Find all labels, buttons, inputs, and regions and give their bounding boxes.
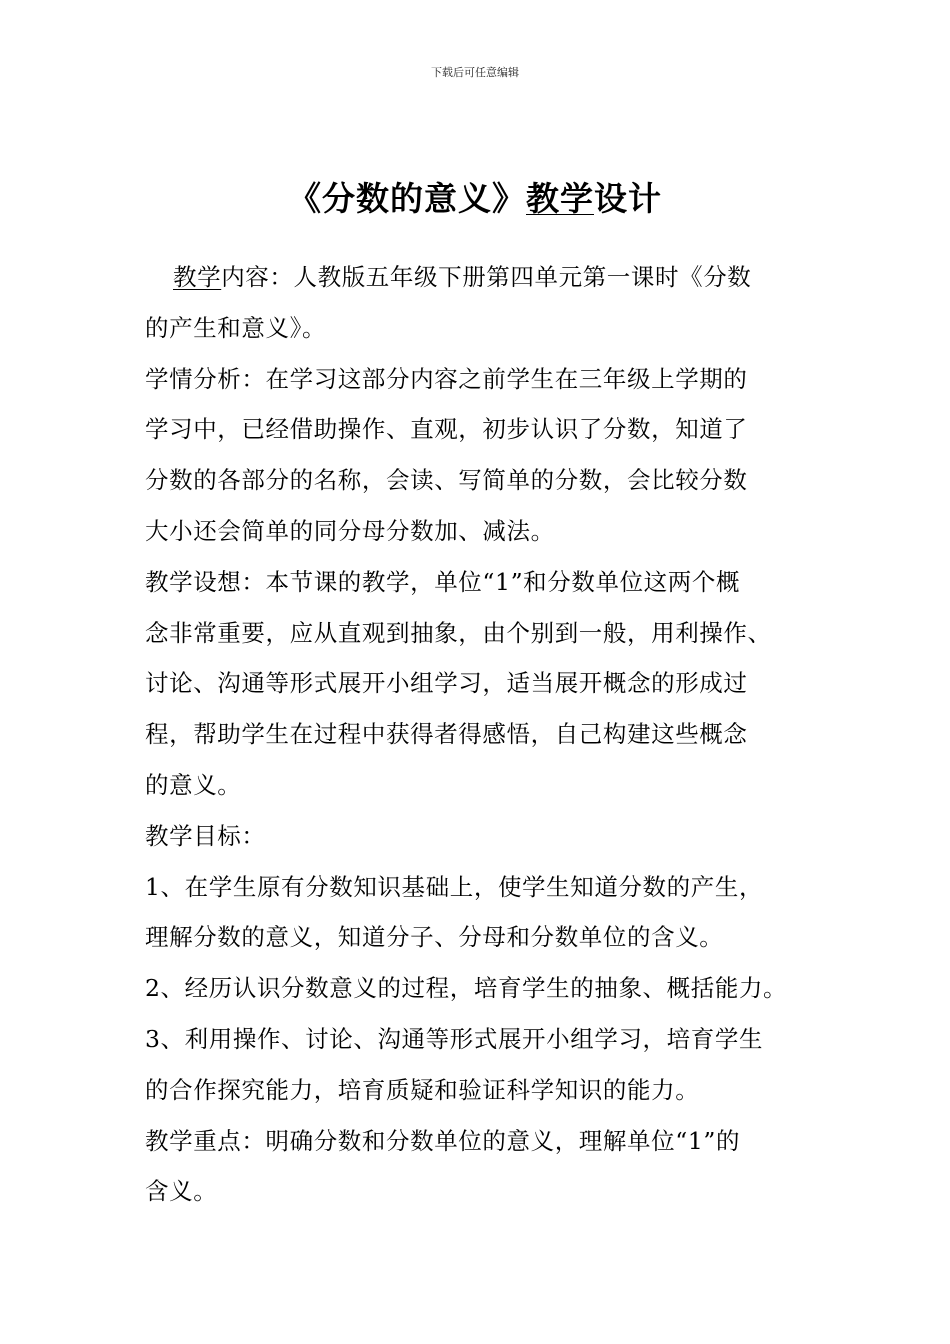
paragraph-line: 教学重点：明确分数和分数单位的意义，理解单位“1”的 (145, 1126, 741, 1155)
paragraph-line: 3、利用操作、讨论、沟通等形式展开小组学习，培育学生 (145, 1024, 764, 1053)
paragraph-line: 1、在学生原有分数知识基础上，使学生知道分数的产生， (145, 872, 764, 901)
page-header-note: 下载后可任意编辑 (431, 66, 519, 79)
document-body (145, 252, 825, 1217)
underlined-word: 教学 (173, 263, 222, 291)
paragraph-line: 讨论、沟通等形式展开小组学习，适当展开概念的形成过 (145, 669, 748, 698)
paragraph-line: 的产生和意义》。 (145, 313, 327, 342)
paragraph-line: 学情分析：在学习这部分内容之前学生在三年级上学期的 (145, 364, 748, 393)
paragraph-line: 理解分数的意义，知道分子、分母和分数单位的含义。 (145, 923, 724, 952)
paragraph-line: 的意义。 (145, 770, 242, 799)
paragraph-line: 教学设想：本节课的教学，单位“1”和分数单位这两个概 (145, 567, 741, 596)
paragraph-line: 的合作探究能力，培育质疑和验证科学知识的能力。 (145, 1075, 700, 1104)
paragraph-line: 分数的各部分的名称，会读、写简单的分数，会比较分数 (145, 466, 748, 495)
paragraph-line: 含义。 (145, 1177, 218, 1206)
line-text: 内容：人教版五年级下册第四单元第一课时《分数 (221, 263, 752, 291)
paragraph-line: 大小还会简单的同分母分数加、减法。 (145, 516, 555, 545)
paragraph-line: 2、经历认识分数意义的过程，培育学生的抽象、概括能力。 (145, 974, 788, 1003)
paragraph-line (145, 252, 825, 303)
title-suffix-text: 设计 (594, 179, 662, 218)
paragraph-line: 学习中，已经借助操作、直观，初步认识了分数，知道了 (145, 415, 748, 444)
document-title (0, 176, 950, 222)
paragraph-line: 教学目标： (145, 821, 266, 850)
title-text: 《分数的意义》 (288, 179, 526, 218)
paragraph-line: 程，帮助学生在过程中获得者得感悟，自己构建这些概念 (145, 720, 748, 749)
paragraph-line: 念非常重要，应从直观到抽象，由个别到一般，用利操作、 (145, 618, 772, 647)
title-underlined-text: 教学 (526, 179, 594, 218)
